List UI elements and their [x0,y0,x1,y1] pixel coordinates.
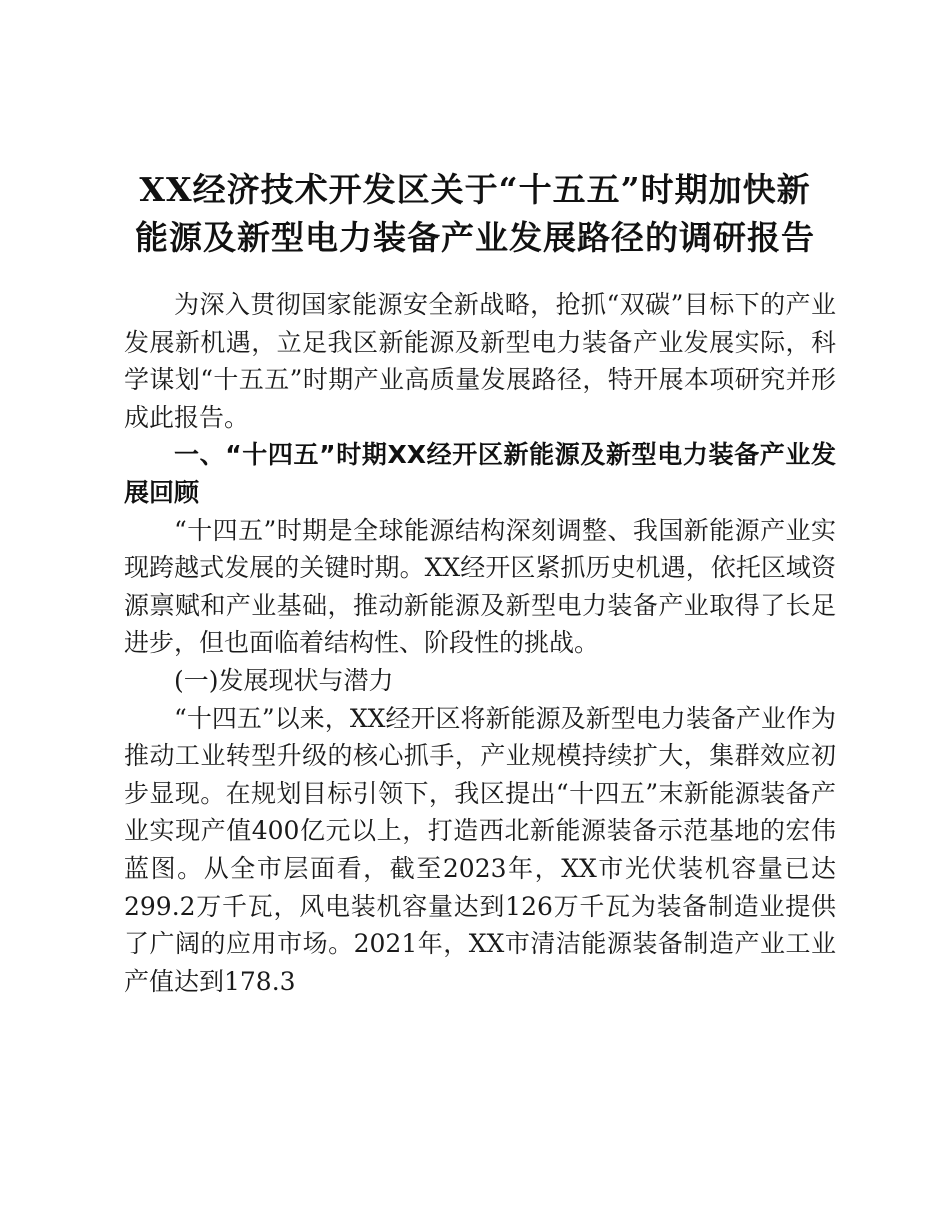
title-line-2: 能源及新型电力装备产业发展路径的调研报告 [135,218,815,257]
section-1-paragraph: “十四五”时期是全球能源结构深刻调整、我国新能源产业实现跨越式发展的关键时期。XX经开区紧抓历史机遇，依托区域资源禀赋和产业基础，推动新能源及新型电力装备产业取得了长足进步，但也面临着结构性、阶段性的挑战。 [124,515,836,658]
section-1-heading: 一、“十四五”时期XX经开区新能源及新型电力装备产业发展回顾 [124,440,836,507]
report-title [100,166,850,262]
report-body [124,286,836,1000]
title-line-1: XX经济技术开发区关于“十五五”时期加快新 [139,170,811,209]
subsection-1-paragraph: “十四五”以来，XX经开区将新能源及新型电力装备产业作为推动工业转型升级的核心抓手，产业规模持续扩大，集群效应初步显现。在规划目标引领下，我区提出“十四五”末新能源装备产业实现产值400亿元以上，打造西北新能源装备示范基地的宏伟蓝图。从全市层面看，截至2023年，XX市光伏装机容量已达299.2万千瓦，风电装机容量达到126万千瓦为装备制造业提供了广阔的应用市场。2021年，XX市清洁能源装备制造产业工业产值达到178.3 [124,703,836,996]
intro-paragraph: 为深入贯彻国家能源安全新战略，抢抓“双碳”目标下的产业发展新机遇，立足我区新能源及新型电力装备产业发展实际，科学谋划“十五五”时期产业高质量发展路径，特开展本项研究并形成此报告。 [124,290,836,432]
subsection-1-heading: (一)发展现状与潜力 [174,665,394,695]
